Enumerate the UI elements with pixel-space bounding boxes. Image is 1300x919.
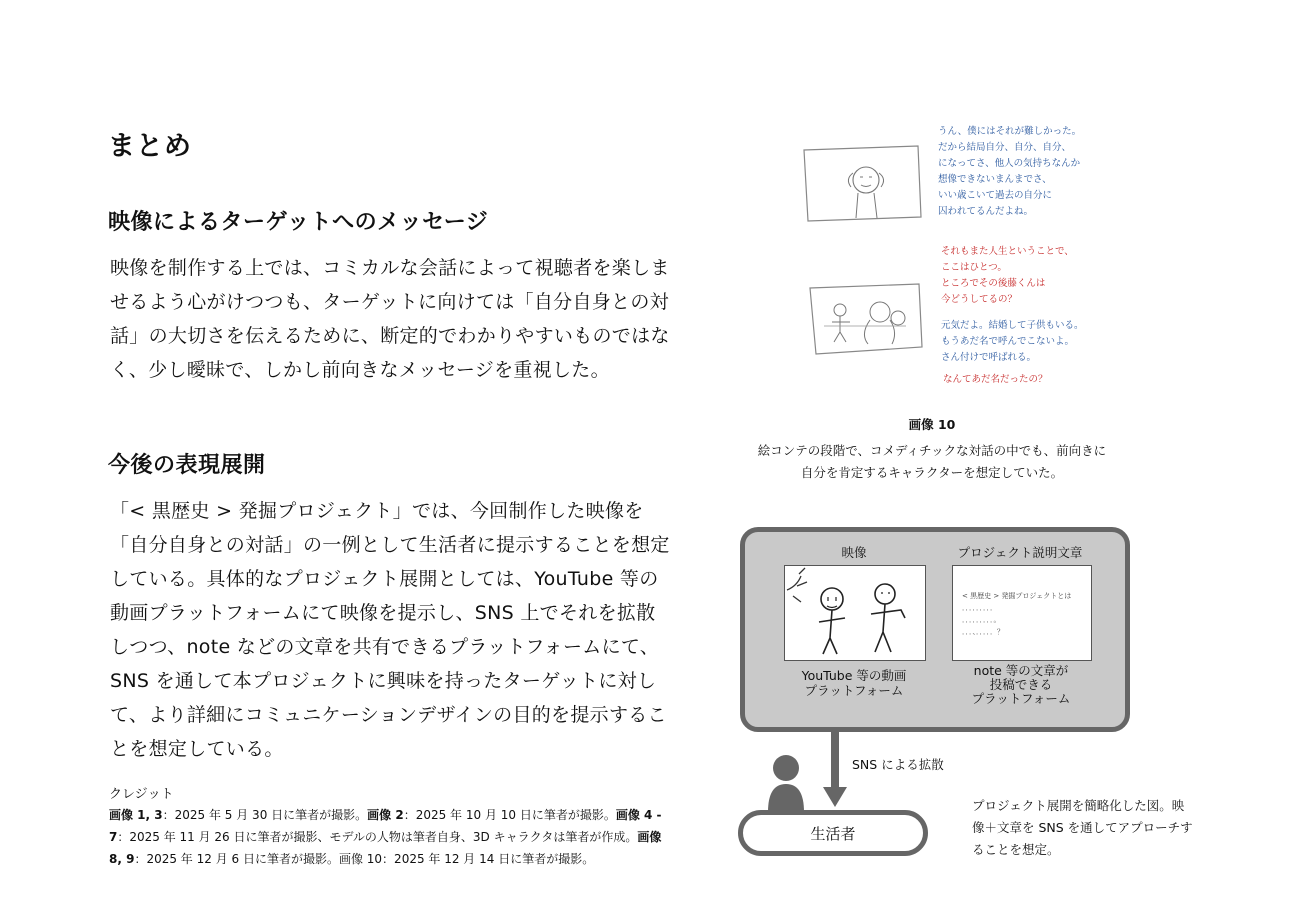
figure-caption xyxy=(755,440,1109,484)
caption-line: プロジェクト展開を簡略化した図。映 xyxy=(972,798,1185,813)
dialogue-line: 囚われてるんだよね。 xyxy=(938,206,1034,217)
document-preview xyxy=(962,590,1091,638)
storyboard-sketch-1 xyxy=(800,140,925,225)
dialogue-line: だから結局自分、自分、自分、 xyxy=(938,142,1072,153)
platform-line: プラットフォーム xyxy=(971,691,1071,706)
credit-name: 画像 8, 9 xyxy=(109,830,662,866)
credit-text: ：2025 年 10 月 10 日に筆者が撮影。 xyxy=(403,808,616,822)
arrow-label: SNS による拡散 xyxy=(852,757,944,772)
document-thumbnail xyxy=(952,565,1092,661)
credit-name: 画像 1, 3 xyxy=(109,808,163,822)
storyboard-text-1 xyxy=(938,124,1081,220)
figure-label: 画像 10 xyxy=(908,417,956,432)
dialogue-line: なんてあだ名だったの？ xyxy=(943,374,1048,385)
dialogue-line: になってさ、他人の気持ちなんか xyxy=(938,158,1081,169)
credit-text: 画像 10：2025 年 12 月 14 日に筆者が撮影。 xyxy=(338,852,595,866)
dialogue-line: それもまた人生ということで、 xyxy=(941,246,1074,257)
document-dots: ．．．．．．．．．。 xyxy=(962,616,1001,624)
dialogue-line: ここはひとつ。 xyxy=(941,262,1007,273)
dialogue-line: 元気だよ。結婚して子供もいる。 xyxy=(941,320,1084,331)
credit-text: ：2025 年 5 月 30 日に筆者が撮影。 xyxy=(162,808,368,822)
document-label: プロジェクト説明文章 xyxy=(957,545,1083,560)
video-label: 映像 xyxy=(841,545,867,560)
section-heading-message: 映像によるターゲットへのメッセージ xyxy=(108,210,489,235)
page-title: まとめ xyxy=(108,131,192,162)
credits-text xyxy=(109,804,669,870)
diagram-caption xyxy=(972,795,1194,861)
credit-name: 画像 4 - 7 xyxy=(109,808,662,844)
section-body-message: 映像を制作する上では、コミカルな会話によって視聴者を楽しませるよう心がけつつも、ターゲットに向けては「自分自身との対話」の大切さを伝えるために、断定的でわかりやすいものではなく、少し曖昧で、しかし前向きなメッセージを重視した。 xyxy=(110,257,670,381)
platform-video-label xyxy=(780,668,928,698)
person-icon xyxy=(765,754,807,812)
caption-line: 絵コンテの段階で、コメディチックな対話の中でも、前向きに xyxy=(757,443,1107,458)
platform-line: 投稿できる xyxy=(989,677,1053,692)
platform-note-label xyxy=(945,664,1097,706)
caption-line: 像＋文章を SNS を通してアプローチす xyxy=(972,820,1193,835)
video-thumbnail xyxy=(784,565,926,661)
dialogue-line: ところでその後藤くんは xyxy=(941,278,1046,289)
dialogue-line: もうあだ名で呼んでこないよ。 xyxy=(941,336,1075,347)
dialogue-line: 想像できないまんまでさ、 xyxy=(938,174,1052,185)
dialogue-line: いい歳こいて過去の自分に xyxy=(938,190,1053,201)
down-arrow-icon xyxy=(820,731,850,809)
platform-line: プラットフォーム xyxy=(804,683,904,698)
consumer-label: 生活者 xyxy=(810,824,856,843)
document-dots: ．．．、．．．．．？ xyxy=(962,628,1004,636)
dialogue-line: うん、僕にはそれが難しかった。 xyxy=(938,126,1082,137)
document-title: < 黒歴史 > 発掘プロジェクトとは xyxy=(962,592,1072,600)
consumer-box xyxy=(738,810,928,856)
caption-line: 自分を肯定するキャラクターを想定していた。 xyxy=(800,465,1064,480)
platform-line: note 等の文章が xyxy=(973,663,1069,678)
credit-name: 画像 2 xyxy=(367,808,404,822)
section-heading-future: 今後の表現展開 xyxy=(108,453,266,478)
section-body-future: 「< 黒歴史 > 発掘プロジェクト」では、今回制作した映像を「自分自身との対話」の一例として生活者に提示することを想定している。具体的なプロジェクト展開としては、YouTube 等の動画プラットフォームにて映像を提示し、SNS 上でそれを拡散しつつ、note などの文章を共有できるプラットフォームにて、SNS を通して本プロジェクトに興味を持ったターゲットに対して、より詳細にコミュニケーションデザインの目的を提示することを想定している。 xyxy=(110,500,670,760)
credit-text: ：2025 年 12 月 6 日に筆者が撮影。 xyxy=(134,852,339,866)
credit-text: ：2025 年 11 月 26 日に筆者が撮影、モデルの人物は筆者自身、3D キャラクタは筆者が作成。 xyxy=(117,830,638,844)
stick-figures-icon xyxy=(785,566,925,660)
caption-line: ることを想定。 xyxy=(972,842,1060,857)
dialogue-line: さん付けで呼ばれる。 xyxy=(941,352,1037,363)
credits-label: クレジット xyxy=(109,787,174,802)
platform-line: YouTube 等の動画 xyxy=(801,668,907,683)
storyboard-text-3 xyxy=(941,318,1084,366)
storyboard-sketch-2 xyxy=(806,280,926,360)
document-dots: ．．．．．．．．． xyxy=(962,604,997,612)
storyboard-text-2 xyxy=(941,244,1074,308)
dialogue-line: 今どうしてるの？ xyxy=(941,294,1018,305)
